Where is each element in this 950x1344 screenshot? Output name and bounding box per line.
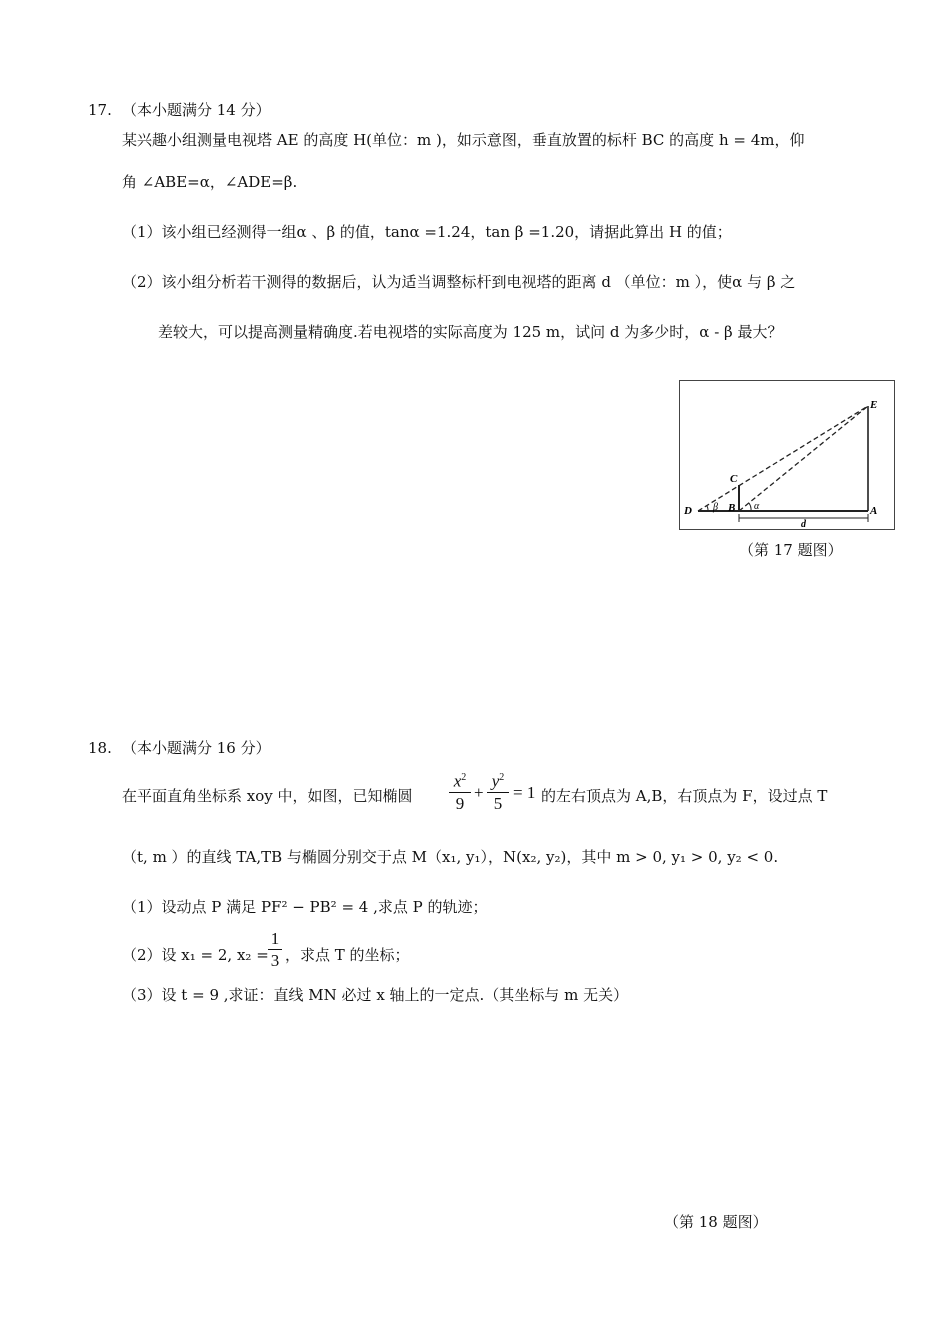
eq-plus: + [474,783,484,802]
q17-figure [679,380,895,530]
eq-den2: 5 [493,793,503,813]
eq-x2-fraction [449,768,471,815]
q17-part1: （1）该小组已经测得一组α 、β 的值，tanα =1.24，tan β =1.20，请据此算出 H 的值； [122,223,732,241]
label-d: d [801,519,806,529]
q17-points: （本小题满分 14 分） [122,101,271,119]
label-B: B [728,502,736,514]
q17-figure-svg [680,381,894,529]
q18-figure-caption: （第 18 题图） [664,1213,768,1231]
q18-line2: （t, m ）的直线 TA,TB 与椭圆分别交于点 M（x₁, y₁），N(x₂, y₂)，其中 m > 0, y₁ > 0, y₂ < 0. [122,848,779,866]
q17-part2b: 差较大，可以提高测量精确度.若电视塔的实际高度为 125 m，试问 d 为多少时，α - β 最大？ [158,323,783,341]
label-D: D [684,505,692,517]
q18-line1-post: 的左右顶点为 A,B，右顶点为 F，设过点 T [541,787,828,805]
label-E: E [870,399,878,411]
part2-fraction [268,929,282,972]
q18-points: （本小题满分 16 分） [122,739,271,757]
eq-y-sup: 2 [499,772,505,783]
eq-equals-one: = 1 [513,783,536,802]
q17-number: 17. [88,101,112,119]
q18-line1-pre: 在平面直角坐标系 xoy 中，如图，已知椭圆 [122,787,413,805]
q17-part2a: （2）该小组分析若干测得的数据后，认为适当调整标杆到电视塔的距离 d （单位：m ），使α 与 β 之 [122,273,796,291]
part2-den: 3 [270,951,280,970]
q18-number: 18. [88,739,112,757]
eq-x-sup: 2 [461,772,467,783]
eq-x: x [453,771,462,791]
q18-part1: （1）设动点 P 满足 PF² − PB² = 4 ,求点 P 的轨迹； [122,898,488,916]
q18-part2-post: ，求点 T 的坐标； [285,946,410,964]
label-A: A [870,505,878,517]
label-C: C [730,473,738,485]
eq-y: y [491,771,500,791]
q17-line1: 某兴趣小组测量电视塔 AE 的高度 H(单位：m )，如示意图，垂直放置的标杆 BC 的高度 h = 4m，仰 [122,131,805,149]
q17-figure-caption: （第 17 题图） [739,541,843,559]
q18-part2-pre: （2）设 x₁ = 2, x₂ = [122,946,269,964]
part2-num: 1 [268,929,282,950]
eq-den1: 9 [455,793,465,813]
label-alpha: α [754,501,760,512]
q18-part3: （3）设 t = 9 ,求证：直线 MN 必过 x 轴上的一定点.（其坐标与 m 无关） [122,986,629,1004]
q17-line2: 角 ∠ABE=α，∠ADE=β. [122,173,298,191]
label-beta: β [713,502,718,513]
eq-y2-fraction [487,768,509,815]
